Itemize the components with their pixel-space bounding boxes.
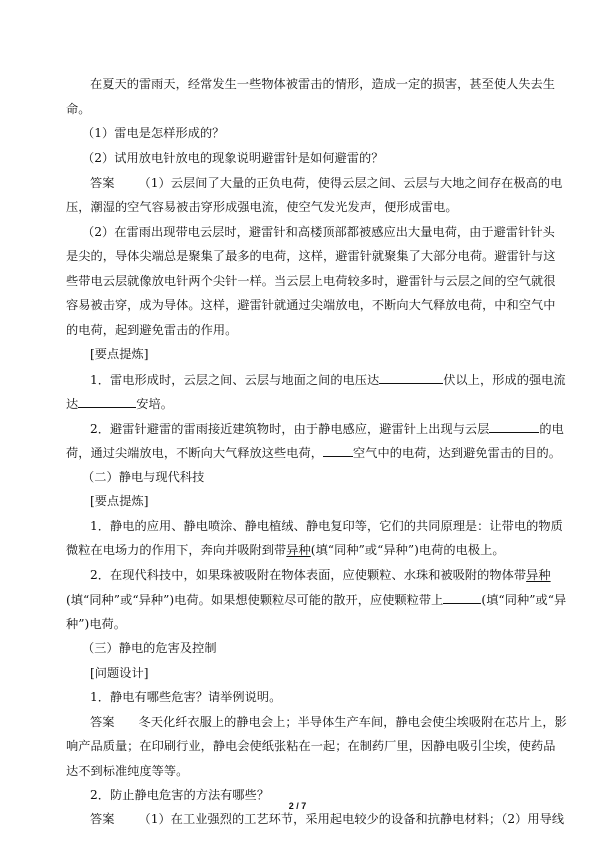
answer-text: （1）在工业强烈的工艺环节，采用起电较少的设备和抗静电材料；（2）用导线 xyxy=(138,812,565,826)
paragraph-intro-cont: 命。 xyxy=(66,102,91,116)
key-point-1 xyxy=(90,372,566,387)
key-point-4 xyxy=(90,568,551,582)
key-point-4-cont-2: 种”)电荷。 xyxy=(66,617,127,631)
key-point-2 xyxy=(90,421,564,436)
fill-blank xyxy=(489,421,539,433)
key-point-2-text-a: 2．避雷针避雷的雷雨接近建筑物时，由于静电感应，避雷针上出现与云层 xyxy=(90,422,490,436)
answer-text: （1）云层间了大量的正负电荷，使得云层之间、云层与大地之间存在极高的电 xyxy=(138,176,563,190)
answer-label: 答案 xyxy=(90,715,115,729)
answer-3-cont-2: 达不到标准纯度等等。 xyxy=(66,764,189,778)
key-point-3-cont-a: 微粒在电场力的作用下，奔向并吸附到带 xyxy=(66,543,287,557)
question-4: 2．防止静电危害的方法有哪些？ xyxy=(90,788,270,802)
answer-label: 答案 xyxy=(90,176,115,190)
key-point-4-text-a: 2．在现代科技中，如果珠被吸附在物体表面，应使颗粒、水珠和被吸附的物体带 xyxy=(90,568,527,582)
fill-blank xyxy=(78,396,136,408)
underlined-answer: 异种 xyxy=(286,543,311,557)
key-point-4-cont-a: (填“同种”或“异种”)电荷。如果想使颗粒尽可能的散开，应使颗粒带上 xyxy=(66,593,444,607)
key-point-1-cont-b: 安培。 xyxy=(136,397,173,411)
key-point-3-cont xyxy=(66,543,505,557)
question-2: （2）试用放电针放电的现象说明避雷针是如何避雷的？ xyxy=(82,151,384,165)
answer-4-line xyxy=(90,812,564,826)
question-1: （1）雷电是怎样形成的？ xyxy=(82,126,225,140)
answer-1-cont: 压，潮湿的空气容易被击穿形成强电流，使空气发光发声，便形成雷电。 xyxy=(66,200,458,214)
key-point-3: 1．静电的应用、静电喷涂、静电植绒、静电复印等，它们的共同原理是：让带电的物质 xyxy=(90,519,563,533)
key-point-2-cont xyxy=(66,445,561,460)
section-heading-key-points: [要点提炼] xyxy=(90,347,149,361)
answer-1-line xyxy=(90,176,562,190)
paragraph-intro: 在夏天的雷雨天，经常发生一些物体被雷击的情形，造成一定的损害，甚至使人失去生 xyxy=(90,77,556,91)
underlined-answer: 异种 xyxy=(526,568,551,582)
answer-3-line xyxy=(90,715,567,729)
section-heading-3: （三）静电的危害及控制 xyxy=(82,641,217,655)
key-point-4-cont xyxy=(66,592,566,607)
key-point-2-cont-b: 空气中的电荷，达到避免雷击的目的。 xyxy=(353,446,562,460)
page-number: 2 / 7 xyxy=(288,801,307,811)
answer-label: 答案 xyxy=(90,812,115,826)
key-point-2-text-b: 的电 xyxy=(539,422,564,436)
question-3: 1．静电有哪些危害？请举例说明。 xyxy=(90,690,282,704)
key-point-1-text-b: 伏以上，形成的强电流 xyxy=(443,373,566,387)
answer-2-line: （2）在雷雨出现带电云层时，避雷针和高楼顶部都被感应出大量电荷，由于避雷针针头 xyxy=(82,225,555,239)
section-heading-problem-design: [问题设计] xyxy=(90,666,149,680)
fill-blank xyxy=(323,445,353,457)
key-point-1-cont-a: 达 xyxy=(66,397,79,411)
section-heading-key-points-2: [要点提炼] xyxy=(90,494,149,508)
answer-text: 冬天化纤衣服上的静电会上；半导体生产车间，静电会使尘埃吸附在芯片上，影 xyxy=(138,715,567,729)
key-point-1-text-a: 1．雷电形成时，云层之间、云层与地面之间的电压达 xyxy=(90,373,380,387)
answer-2-cont-1: 是尖的，导体尖端总是聚集了最多的电荷，这样，避雷针就聚集了大部分电荷。避雷针与这 xyxy=(66,249,556,263)
key-point-3-cont-b: (填“同种”或“异种”)电荷的电极上。 xyxy=(310,543,505,557)
key-point-1-cont xyxy=(66,396,173,411)
key-point-4-cont-b: (填“同种”或“异 xyxy=(481,593,567,607)
answer-2-cont-3: 容易被击穿，成为导体。这样，避雷针就通过尖端放电，不断向大气释放电荷，中和空气中 xyxy=(66,298,556,312)
key-point-2-cont-a: 荷，通过尖端放电，不断向大气释放这些电荷， xyxy=(66,446,323,460)
fill-blank xyxy=(379,372,443,384)
answer-3-cont-1: 响产品质量；在印刷行业，静电会使纸张粘在一起；在制药厂里，因静电吸引尘埃，使药品 xyxy=(66,739,556,753)
answer-2-cont-4: 的电荷，起到避免雷击的作用。 xyxy=(66,323,238,337)
fill-blank xyxy=(443,592,481,604)
answer-2-cont-2: 些带电云层就像放电针两个尖针一样。当云层上电荷较多时，避雷针与云层之间的空气就很 xyxy=(66,274,556,288)
section-heading-2: （二）静电与现代科技 xyxy=(82,470,205,484)
